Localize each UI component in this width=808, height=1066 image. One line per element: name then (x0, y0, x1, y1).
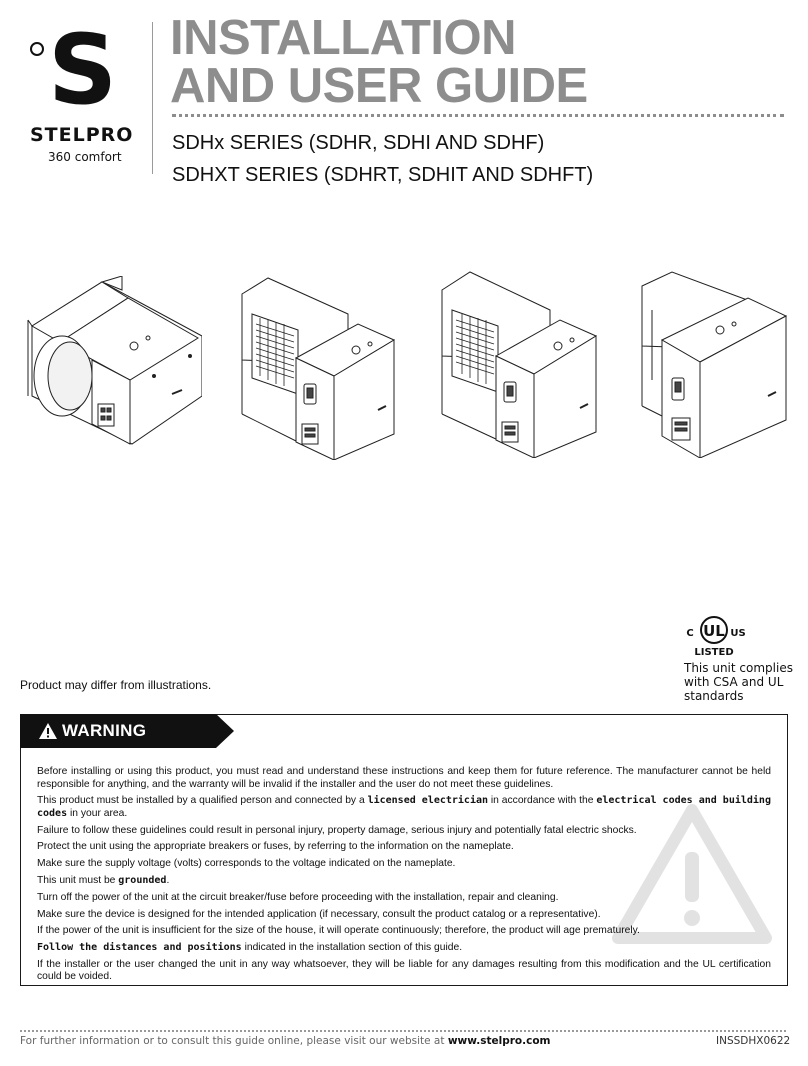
warning-item: Make sure the supply voltage (volts) corresponds to the voltage indicated on the nameplate. (37, 858, 456, 870)
certification-text-line-1: This unit complies (684, 661, 793, 675)
warning-item: Failure to follow these guidelines could result in personal injury, property damage, serious injury and potentially fatal electric shocks. (37, 824, 637, 836)
warning-item: Turn off the power of the unit at the circuit breaker/fuse before proceeding with the installation, repair and cleaning. (37, 891, 559, 903)
ul-listed-mark-icon (684, 612, 748, 658)
series-line-1: SDHx SERIES (SDHR, SDHI AND SDHF) (172, 132, 545, 154)
warning-item: This product must be installed by a qualified person and connected by a licensed electrician in accordance with the electrical codes and building codes in your area. (37, 795, 771, 819)
page-title (170, 11, 588, 113)
product-illustration-sdhi (238, 274, 398, 460)
product-illustration-sdhf (438, 268, 600, 458)
logo-degree-mark (30, 42, 44, 56)
warning-item: If the installer or the user changed the unit in any way whatsoever, they will be liable for any damages resulting from this modification and the UL certification could be voided. (37, 958, 771, 983)
certification-text (684, 661, 794, 703)
brand-name: STELPRO (30, 124, 134, 146)
series-line-2: SDHXT SERIES (SDHRT, SDHIT AND SDHFT) (172, 164, 594, 186)
title-line-2: AND USER GUIDE (170, 59, 588, 113)
product-illustration-sdhr (22, 276, 202, 452)
warning-list (37, 766, 771, 988)
certification-text-line-3: standards (684, 689, 744, 703)
certification-text-line-2: with CSA and UL (684, 675, 784, 689)
header-divider (152, 22, 153, 174)
footer-dotted-rule (20, 1030, 786, 1032)
footer-info (20, 1035, 551, 1047)
logo-s: S (48, 14, 118, 126)
warning-item: Protect the unit using the appropriate breakers or fuses, by referring to the information on the nameplate. (37, 841, 514, 853)
warning-item: This unit must be grounded. (37, 874, 170, 886)
ul-c-letter: C (686, 628, 694, 639)
warning-item: Follow the distances and positions indicated in the installation section of this guide. (37, 942, 463, 954)
title-line-1: INSTALLATION (170, 11, 517, 65)
ul-us-letters: US (730, 628, 746, 639)
warning-item: If the power of the unit is insufficient for the size of the house, it will operate continuously; therefore, the product will age prematurely. (37, 925, 640, 937)
brand-tagline: 360 comfort (48, 150, 122, 164)
document-code: INSSDHX0622 (716, 1035, 791, 1047)
footer-info-text: For further information or to consult this guide online, please visit our website at (20, 1035, 448, 1047)
warning-item: Make sure the device is designed for the intended application (if necessary, consult the product catalog or a representative). (37, 908, 601, 920)
ul-letters: UL (703, 622, 725, 640)
title-dotted-rule (172, 114, 784, 117)
ul-listed-label: LISTED (694, 647, 734, 658)
warning-item: Before installing or using this product, you must read and understand these instructions and keep them for future reference. The manufacturer cannot be held responsible for anything, and the warranty will be invalid if the installer and the user do not meet these guidelines. (37, 766, 771, 790)
product-illustration-sdhxt (638, 270, 790, 458)
illustration-disclaimer: Product may differ from illustrations. (20, 678, 212, 692)
website-link[interactable]: www.stelpro.com (447, 1035, 551, 1047)
warning-title: WARNING (62, 721, 147, 740)
warning-triangle-icon (38, 722, 58, 740)
